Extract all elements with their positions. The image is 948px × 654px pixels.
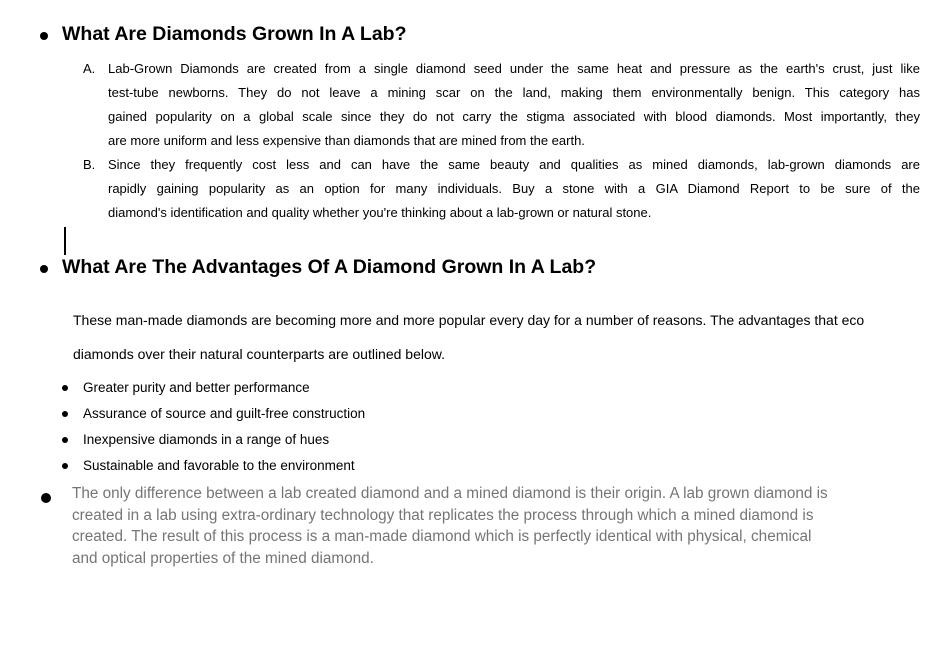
bullet-icon (40, 32, 48, 40)
list-item-label: Assurance of source and guilt-free construction (83, 406, 366, 421)
list-item (62, 375, 365, 401)
heading-what-are-lab-diamonds (40, 23, 407, 46)
text-line: diamond's identification and quality whether you're thinking about a lab-grown or natural stone. (108, 205, 652, 220)
text-line: Since they frequently cost less and can have the same beauty and qualities as mined diamonds, lab-grown diamonds are (108, 157, 920, 172)
lettered-item-b (83, 153, 920, 225)
bullet-icon (62, 437, 68, 443)
list-item (62, 401, 365, 427)
bullet-icon (62, 385, 68, 391)
list-item-label: Greater purity and better performance (83, 380, 310, 395)
text-line: created. The result of this process is a man-made diamond which is perfectly identical with physical, chemical (72, 528, 812, 546)
text-line: gained popularity on a global scale since they do not carry the stigma associated with blood diamonds. Most importantly, they (108, 109, 920, 124)
list-item (62, 453, 365, 479)
paragraph-a (108, 57, 920, 153)
list-marker: B. (83, 157, 96, 172)
note-item (40, 483, 920, 569)
bullet-icon (41, 493, 51, 503)
lettered-list (83, 57, 920, 225)
text-line: Lab-Grown Diamonds are created from a single diamond seed under the same heat and pressure as the earth's crust, just like (108, 61, 920, 76)
text-line: and optical properties of the mined diamond. (72, 549, 374, 567)
section-heading: What Are Diamonds Grown In A Lab? (62, 23, 407, 45)
bullet-icon (40, 265, 48, 273)
list-marker: A. (83, 61, 96, 76)
heading-advantages (40, 256, 596, 279)
list-item-label: Sustainable and favorable to the environment (83, 458, 355, 473)
text-line: created in a lab using extra-ordinary technology that replicates the process through which a mined diamond is (72, 506, 814, 524)
section-heading: What Are The Advantages Of A Diamond Grown In A Lab? (62, 256, 597, 278)
text-line: rapidly gaining popularity as an option for many individuals. Buy a stone with a GIA Diamond Report to be sure of the (108, 181, 920, 196)
paragraph-b (108, 153, 920, 225)
text-line: These man-made diamonds are becoming more and more popular every day for a number of reasons. The advantages that eco (73, 312, 865, 328)
text-line: are more uniform and less expensive than diamonds that are mined from the earth. (108, 133, 585, 148)
list-item (62, 427, 365, 453)
advantages-list (62, 375, 365, 479)
note-paragraph (72, 483, 920, 569)
text-line: test-tube newborns. They do not leave a mining scar on the land, making them environmentally benign. This category has (108, 85, 920, 100)
text-cursor (64, 227, 66, 255)
text-line: diamonds over their natural counterparts are outlined below. (73, 346, 445, 362)
lettered-item-a (83, 57, 920, 153)
bullet-icon (62, 411, 68, 417)
text-line: The only difference between a lab created diamond and a mined diamond is their origin. A lab grown diamond is (72, 485, 828, 502)
intro-paragraph (73, 303, 864, 371)
list-item-label: Inexpensive diamonds in a range of hues (83, 432, 330, 447)
bullet-icon (62, 463, 68, 469)
